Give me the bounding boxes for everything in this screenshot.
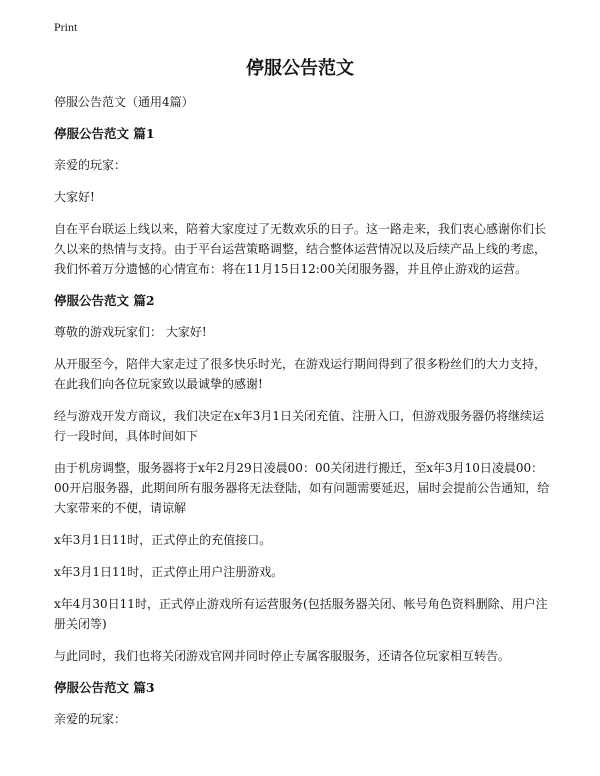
section-2 (54, 291, 554, 666)
schedule-item: x年4月30日11时，正式停止游戏所有运营服务(包括服务器关闭、帐号角色资料删除、用户注册关闭等) (54, 597, 548, 631)
page-title: 停服公告范文 (246, 58, 354, 79)
schedule-item: x年3月1日11时，正式停止的充值接口。 (54, 533, 272, 547)
section-3 (54, 678, 554, 729)
greeting: 亲爱的玩家： (54, 712, 127, 726)
body-paragraph: 与此同时，我们也将关闭游戏官网并同时停止专属客服服务，还请各位玩家相互转告。 (54, 649, 511, 663)
salutation: 大家好! (54, 190, 95, 204)
intro-line: 停服公告范文（通用4篇） (54, 95, 194, 109)
section-heading: 停服公告范文 篇3 (54, 680, 155, 695)
body-paragraph: 经与游戏开发方商议，我们决定在x年3月1日关闭充值、注册入口，但游戏服务器仍将继续运行一段时间，具体时间如下 (54, 409, 545, 443)
section-1 (54, 124, 554, 279)
schedule-item: x年3月1日11时，正式停止用户注册游戏。 (54, 565, 284, 579)
document-body (54, 92, 554, 741)
section-heading: 停服公告范文 篇2 (54, 293, 155, 308)
body-paragraph: 自在平台联运上线以来，陪着大家度过了无数欢乐的日子。这一路走来，我们衷心感谢你们长久以来的热情与支持。由于平台运营策略调整，结合整体运营情况以及后续产品上线的考虑，我们怀着万分遗憾的心情宣布：将在11月15日12:00关闭服务器，并且停止游戏的运营。 (54, 222, 547, 276)
greeting: 尊敬的游戏玩家们： 大家好! (54, 325, 207, 339)
greeting: 亲爱的玩家： (54, 158, 127, 172)
section-heading: 停服公告范文 篇1 (54, 126, 155, 141)
body-paragraph: 从开服至今，陪伴大家走过了很多快乐时光，在游戏运行期间得到了很多粉丝们的大力支持，在此我们向各位玩家致以最诚挚的感谢! (54, 357, 547, 391)
body-paragraph: 由于机房调整，服务器将于x年2月29日凌晨00：00关闭进行搬迁，至x年3月10日凌晨00：00开启服务器，此期间所有服务器将无法登陆，如有问题需要延迟，届时会提前公告通知，给大家带来的不便，请谅解 (54, 461, 550, 515)
print-label: Print (54, 20, 78, 34)
